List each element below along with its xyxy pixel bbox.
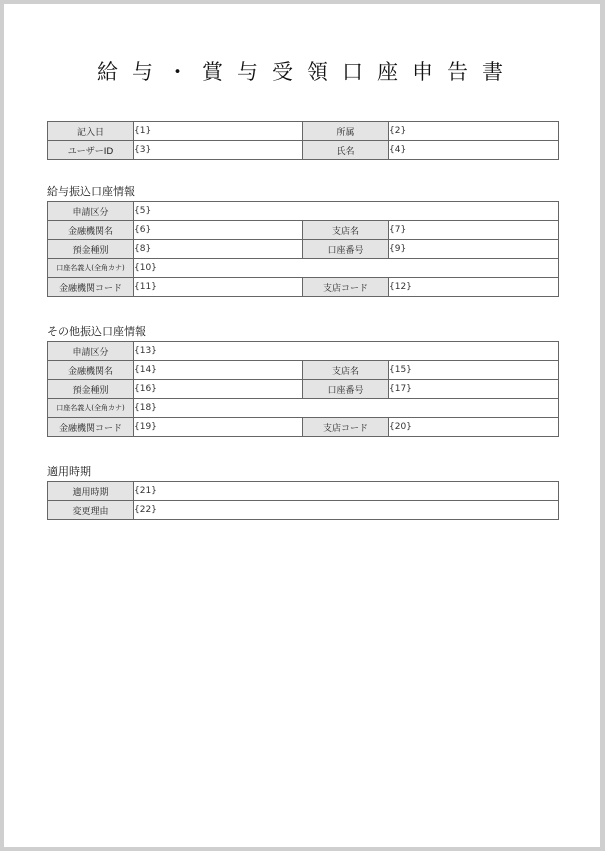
full-name-value[interactable]: {4}: [389, 141, 559, 160]
other-holder-kana-value[interactable]: {18}: [134, 399, 559, 418]
table-row: [48, 380, 559, 399]
salary-account-number-label: 口座番号: [303, 240, 389, 259]
change-reason-label: 変更理由: [48, 501, 134, 520]
other-branch-name-label: 支店名: [303, 361, 389, 380]
department-value[interactable]: {2}: [389, 122, 559, 141]
salary-holder-kana-value[interactable]: {10}: [134, 259, 559, 278]
table-row: [48, 259, 559, 278]
salary-account-number-value[interactable]: {9}: [389, 240, 559, 259]
header-table: [47, 121, 559, 160]
effective-period-label: 適用時期: [48, 482, 134, 501]
other-account-heading: その他振込口座情報: [47, 325, 146, 338]
full-name-label: 氏名: [303, 141, 389, 160]
salary-branch-code-value[interactable]: {12}: [389, 278, 559, 297]
other-account-number-value[interactable]: {17}: [389, 380, 559, 399]
other-account-type-label: 預金種別: [48, 380, 134, 399]
salary-branch-name-label: 支店名: [303, 221, 389, 240]
other-apply-type-value[interactable]: {13}: [134, 342, 559, 361]
table-row: [48, 501, 559, 520]
change-reason-value[interactable]: {22}: [134, 501, 559, 520]
table-row: [48, 141, 559, 160]
salary-branch-code-label: 支店コード: [303, 278, 389, 297]
table-row: [48, 399, 559, 418]
effective-period-value[interactable]: {21}: [134, 482, 559, 501]
user-id-value[interactable]: {3}: [134, 141, 303, 160]
other-bank-name-label: 金融機関名: [48, 361, 134, 380]
table-row: [48, 202, 559, 221]
salary-bank-name-value[interactable]: {6}: [134, 221, 303, 240]
other-branch-code-label: 支店コード: [303, 418, 389, 437]
salary-account-type-label: 預金種別: [48, 240, 134, 259]
other-holder-kana-label: 口座名義人(全角カナ): [48, 399, 134, 418]
other-bank-code-value[interactable]: {19}: [134, 418, 303, 437]
table-row: [48, 221, 559, 240]
other-account-number-label: 口座番号: [303, 380, 389, 399]
department-label: 所属: [303, 122, 389, 141]
other-bank-name-value[interactable]: {14}: [134, 361, 303, 380]
salary-account-type-value[interactable]: {8}: [134, 240, 303, 259]
entry-date-value[interactable]: {1}: [134, 122, 303, 141]
table-row: [48, 342, 559, 361]
table-row: [48, 361, 559, 380]
salary-branch-name-value[interactable]: {7}: [389, 221, 559, 240]
other-account-table: [47, 341, 559, 437]
salary-account-table: [47, 201, 559, 297]
salary-apply-type-label: 申請区分: [48, 202, 134, 221]
table-row: [48, 418, 559, 437]
other-bank-code-label: 金融機関コード: [48, 418, 134, 437]
table-row: [48, 278, 559, 297]
table-row: [48, 482, 559, 501]
other-branch-name-value[interactable]: {15}: [389, 361, 559, 380]
salary-bank-name-label: 金融機関名: [48, 221, 134, 240]
salary-bank-code-label: 金融機関コード: [48, 278, 134, 297]
salary-holder-kana-label: 口座名義人(全角カナ): [48, 259, 134, 278]
document-title: 給与・賞与受領口座申告書: [97, 60, 517, 84]
other-apply-type-label: 申請区分: [48, 342, 134, 361]
document-page: [4, 4, 600, 847]
other-branch-code-value[interactable]: {20}: [389, 418, 559, 437]
salary-apply-type-value[interactable]: {5}: [134, 202, 559, 221]
other-account-type-value[interactable]: {16}: [134, 380, 303, 399]
effective-heading: 適用時期: [47, 465, 91, 478]
effective-table: [47, 481, 559, 520]
entry-date-label: 記入日: [48, 122, 134, 141]
table-row: [48, 240, 559, 259]
salary-account-heading: 給与振込口座情報: [47, 185, 135, 198]
salary-bank-code-value[interactable]: {11}: [134, 278, 303, 297]
table-row: [48, 122, 559, 141]
user-id-label: ユーザーID: [48, 141, 134, 160]
